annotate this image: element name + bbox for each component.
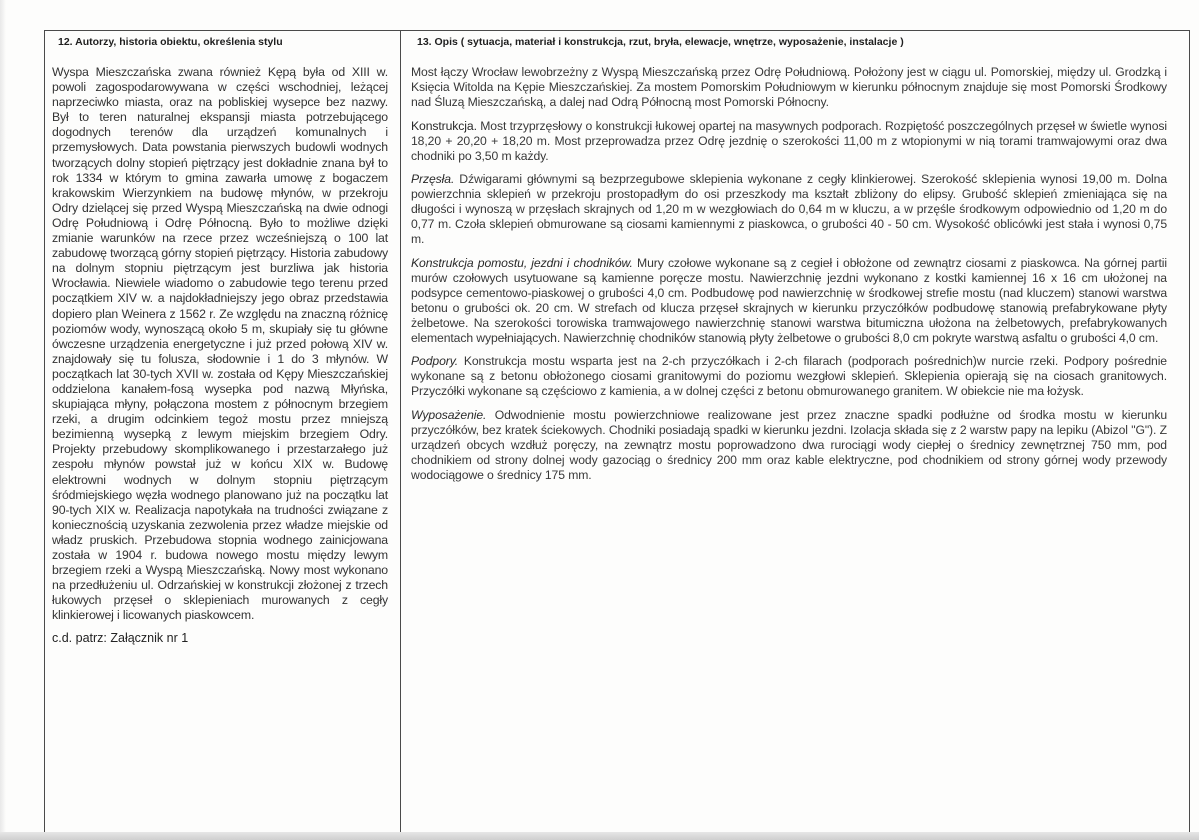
paragraph-text: Mury czołowe wykonane są z cegieł i obłożone od zewnątrz ciosami z piaskowca. Na górnej partii murów czołowych usytuowane są kamienne poręcze mostu. Nawierzchnię jezdni wykonano z kostki kamiennej 16 x 16 cm ułożonej na podsypce cementowo-piaskowej o grubości 4,0 cm. Podbudowę pod nawierzchnię w środkowej strefie mostu (nad kluczem) stanowi warstwa betonu o grubości ok. 20 cm. W strefach od klucza przęseł skrajnych w kierunku przyczółków podbudowę stanowią prefabrykowane płyty żelbetowe. Na szerokości torowiska tramwajowego nawierzchnię stanowi warstwa bitumiczna ułożona na żelbetowych, prefabrykowanych elementach wypełniających. Nawierzchnię chodników stanowią płyty żelbetowe o grubości 8,0 cm pokryte warstwą asfaltu o grubości 4,0 cm. [411,255,1167,345]
description-heading: 13. Opis ( sytuacja, materiał i konstrukcja, rzut, bryła, elewacje, wnętrze, wyposażenie, instalacje ) [417,36,904,48]
paragraph-text: Most trzyprzęsłowy o konstrukcji łukowej opartej na masywnych podporach. Rozpiętość poszczególnych przęseł w świetle wynosi 18,20 + 20,20 + 18,20 m. Most przeprowadza przez Odrę jezdnię o szerokości 11,00 m z wtopionymi w nią torami tramwajowymi oraz dwa chodniki po 3,50 m każdy. [411,118,1167,163]
paragraph-text: Most łączy Wrocław lewobrzeżny z Wyspą Mieszczańską przez Odrę Południową. Położony jest w ciągu ul. Pomorskiej, między ul. Grodzką i Księcia Witolda na Kępie Mieszczańskiej. Za mostem Pomorskim Południowym w kierunku północnym znajduje się most Pomorski Środkowy nad Śluzą Mieszczańską, a dalej nad Odrą Północną most Pomorski Północny. [411,65,1167,109]
paragraph-lead: Podpory. [411,354,459,369]
description-paragraph-equipment [411,408,1167,483]
column-divider [400,30,401,832]
paragraph-lead: Wyposażenie. [411,408,487,423]
history-heading: 12. Autorzy, historia obiektu, określenia stylu [58,36,283,48]
scan-edge-bottom [0,832,1199,840]
continuation-note: c.d. patrz: Załącznik nr 1 [52,631,189,646]
description-paragraph-supports [411,354,1167,399]
history-column [52,36,388,645]
paragraph-lead: Przęsła. [411,172,455,187]
scan-edge-left [0,0,6,840]
paragraph-text: Konstrukcja mostu wsparta jest na 2-ch przyczółkach i 2-ch filarach (podporach pośrednich)w nurcie rzeki. Podpory pośrednie wykonane są z betonu obłożonego ciosami granitowymi do poziomu wezgłowi sklepień. Sklepienia opierają się na ciosach granitowych. Przyczółki wykonane są częściowo z kamienia, a w dolnej części z betonu obmurowanego granitem. W obiekcie nie ma łożysk. [411,354,1167,399]
paragraph-text: Dźwigarami głównymi są bezprzegubowe sklepienia wykonane z cegły klinkierowej. Szerokość sklepienia wynosi 19,00 m. Dolna powierzchnia sklepień w przekroju prostopadłym do osi przeszkody ma kształt zbliżony do elipsy. Grubość sklepień zmieniająca się na długości i wynoszą w przęsłach skrajnych od 1,20 m w wezgłowiach do 0,64 m w kluczu, a w przęśle środkowym odpowiednio od 1,20 m do 0,77 m. Czoła sklepień obmurowane są ciosami kamiennymi z piaskowca, o grubości 40 - 50 cm. Wysokość oblicówki jest stała i wynosi 0,75 m. [411,172,1167,247]
description-paragraph-deck [411,256,1167,345]
paragraph-text: Odwodnienie mostu powierzchniowe realizowane jest przez znaczne spadki podłużne od środka mostu w kierunku przyczółków, bez kratek ściekowych. Chodniki posiadają spadki w kierunku jezdni. Izolacja składa się z 2 warstw papy na lepiku (Abizol "G"). Z urządzeń obcych wzdłuż poręczy, na zewnątrz mostu poprowadzono dwa rurociągi wody ciepłej o średnicy zewnętrznej 750 mm, pod chodnikiem od strony dolnej wody gazociąg o średnicy 200 mm oraz kable elektryczne, pod chodnikiem od strony górnej wody przewody wodociągowe o średnicy 175 mm. [411,408,1167,482]
paragraph-lead: Konstrukcja. [411,118,477,133]
description-paragraph-location [411,65,1167,110]
description-paragraph-spans [411,172,1167,247]
description-column [411,36,1167,492]
paragraph-lead: Konstrukcja pomostu, jezdni i chodników. [411,255,633,270]
description-paragraph-construction [411,119,1167,164]
history-text: Wyspa Mieszczańska zwana również Kępą była od XIII w. powoli zagospodarowywana w części wschodniej, leżącej naprzeciwko miasta, oraz na pobliskiej wysepce bez nazwy. Był to teren naturalnej ekspansji miasta potrzebującego dogodnych terenów dla urządzeń komunalnych i przemysłowych. Data powstania pierwszych budowli wodnych tworzących dolny stopień piętrzący jest dokładnie znana był to rok 1334 w którym to gmina zawarła umowę z bogaczem krakowskim Wierzynkiem na budowę młynów, w przekroju Odry dzielącej się przed Wyspą Mieszczańską na dwie odnogi Odrę Południową i Odrę Północną. Było to możliwe dzięki zmianie warunków na rzece przez wcześniejszą o 100 lat zabudowę tworzącą górny stopień piętrzący. Historia zabudowy na dolnym stopniu piętrzącym jest burzliwa jak historia Wrocławia. Niewiele wiadomo o zabudowie tego terenu przed początkiem XIV w. a najdokładniejszy jego obraz przedstawia dopiero plan Weinera z 1562 r. Ze względu na znaczną różnicę poziomów wody, wynoszącą około 5 m, skupiały się tu główne ówczesne urządzenia energetyczne i już przed połową XIV w. znajdowały się tu folusza, słodownie i 1 do 3 młynów. W początkach lat 30-tych XVII w. została od Kępy Mieszczańskiej oddzielona kanałem-fosą wysepka pod nazwą Młyńska, skupiająca młyny, połączona mostem z północnym brzegiem rzeki, a drugim odcinkiem tegoż mostu przez mniejszą bezimienną wysepką z lewym miejskim brzegiem Odry. Projekty przebudowy skomplikowanego i przestarzałego już zespołu młynów powstał już w końcu XIX w. Budowę elektrowni wodnych w dolnym stopniu piętrzącym śródmiejskiego węzła wodnego planowano już na początku lat 90-tych XIX w. Realizacja napotykała na trudności związane z koniecznością uzyskania zezwolenia przez władze miejskie od władz pruskich. Przebudowa stopnia wodnego zainicjowana została w 1904 r. budowa nowego mostu między lewym brzegiem rzeki a Wyspą Mieszczańską. Nowy most wykonano na przedłużeniu ul. Odrzańskiej w konstrukcji złożonej z trzech łukowych przęseł o sklepieniach murowanych z cegły klinkierowej i licowanych piaskowcem. [52,65,388,623]
